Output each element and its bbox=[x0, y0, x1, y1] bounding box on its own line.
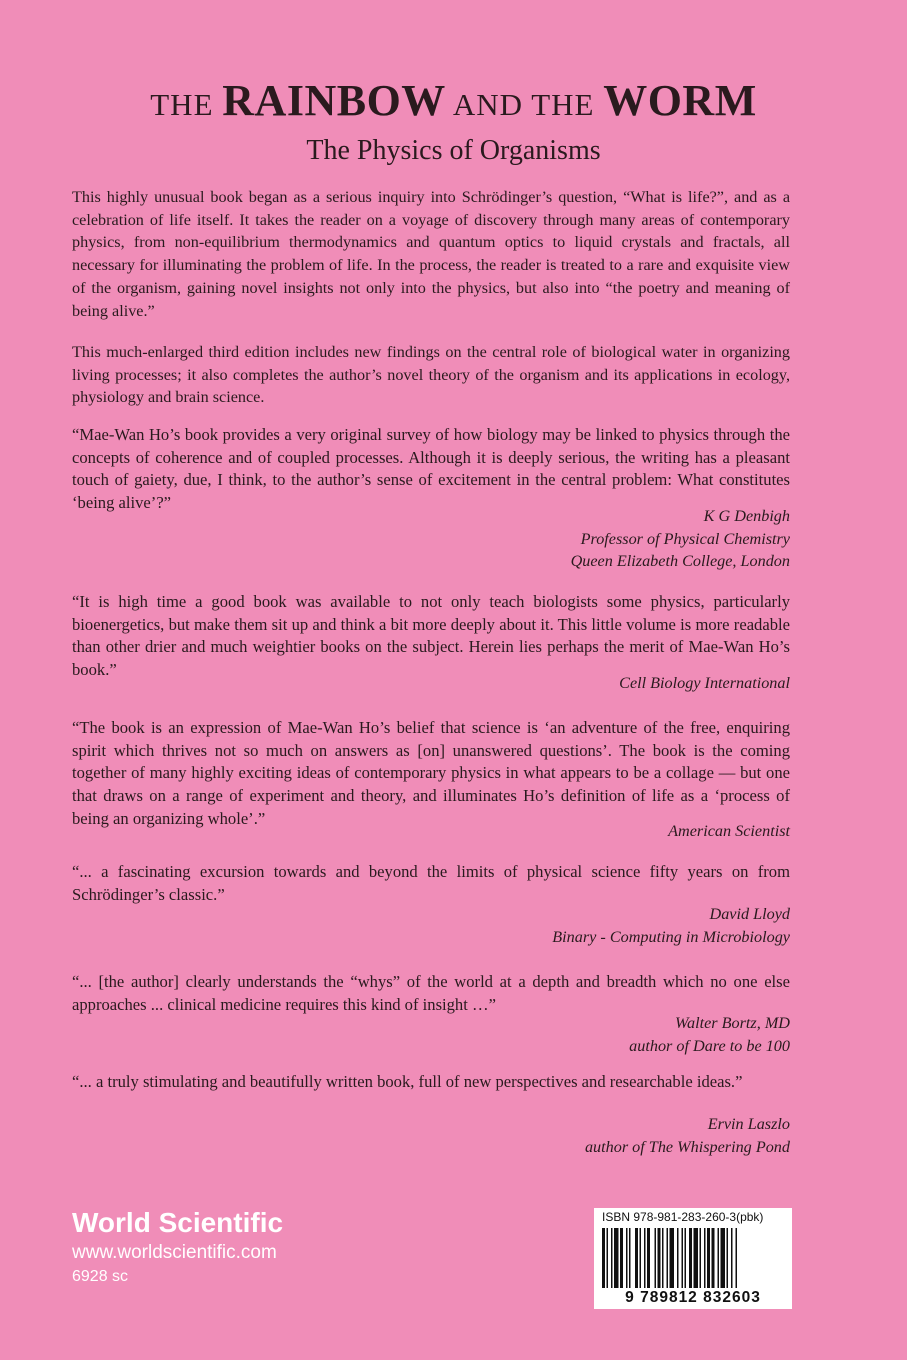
product-code: 6928 sc bbox=[72, 1268, 129, 1285]
title-word-rainbow: RAINBOW bbox=[222, 76, 446, 125]
isbn-barcode bbox=[594, 1208, 792, 1309]
barcode-bar bbox=[647, 1228, 650, 1288]
book-subtitle: The Physics of Organisms bbox=[306, 135, 601, 166]
review-attribution-3 bbox=[290, 820, 790, 843]
barcode-bar bbox=[629, 1228, 631, 1288]
barcode-bar bbox=[707, 1228, 710, 1288]
reviewer-name: David Lloyd bbox=[709, 905, 790, 923]
barcode-bar bbox=[689, 1228, 692, 1288]
title-word-worm: WORM bbox=[603, 76, 757, 125]
reviewer-name: Ervin Laszlo bbox=[707, 1115, 790, 1133]
barcode-bar bbox=[685, 1228, 687, 1288]
review-quote-4: “... a fascinating excursion towards and beyond the limits of physical science fifty years on from Schrödinger’s classic.” bbox=[72, 862, 790, 904]
barcode-bar bbox=[644, 1228, 646, 1288]
reviewer-name: Cell Biology International bbox=[619, 674, 790, 692]
barcode-bar bbox=[704, 1228, 706, 1288]
review-quote-1: “Mae-Wan Ho’s book provides a very original survey of how biology may be linked to physics through the concepts of coherence and of coupled processes. Although it is deeply serious, the writing has a pleasant touch of gaiety, due, I think, to the author’s sense of excitement in the central problem: What constitutes ‘being alive’?” bbox=[72, 425, 790, 513]
barcode-bar bbox=[694, 1228, 699, 1288]
title-word-the: THE bbox=[150, 87, 223, 122]
description-paragraph-1: This highly unusual book began as a serious inquiry into Schrödinger’s question, “What is life?”, and as a celebration of life itself. It takes the reader on a voyage of discovery through many areas of contemporary physics, from non-equilibrium thermodynamics and quantum optics to liquid crystals and fractals, all necessary for illuminating the problem of life. In the process, the reader is treated to a rare and exquisite view of the organism, gaining novel insights not only into the physics, but also into “the poetry and meaning of being alive.” bbox=[72, 188, 790, 320]
barcode-bar bbox=[677, 1228, 679, 1288]
barcode-bar bbox=[667, 1228, 669, 1288]
reviewer-affiliation: Binary - Computing in Microbiology bbox=[552, 927, 790, 946]
barcode-bars bbox=[600, 1228, 786, 1288]
reviewer-affiliation: author of Dare to be 100 bbox=[629, 1036, 790, 1055]
review-attribution-2 bbox=[290, 672, 790, 695]
book-title bbox=[0, 76, 907, 136]
barcode-bar bbox=[662, 1228, 664, 1288]
barcode-bar bbox=[731, 1228, 733, 1288]
review-attribution-6 bbox=[290, 1113, 790, 1158]
review-quote-2: “It is high time a good book was available to not only teach biologists some physics, particularly bioenergetics, but make them sit up and think a bit more deeply about it. This little volume is more readable than other drier and much weightier books on the subject. Herein lies perhaps the merit of Mae-Wan Ho’s book.” bbox=[72, 592, 790, 680]
barcode-bar bbox=[727, 1228, 729, 1288]
reviewer-name: Walter Bortz, MD bbox=[675, 1014, 790, 1032]
title-words-and-the: AND THE bbox=[445, 87, 604, 122]
reviewer-affiliation: Queen Elizabeth College, London bbox=[570, 552, 790, 571]
publisher-url: www.worldscientific.com bbox=[72, 1242, 277, 1263]
barcode-bar bbox=[712, 1228, 715, 1288]
isbn-label: ISBN 978-981-283-260-3(pbk) bbox=[602, 1210, 764, 1224]
barcode-bar bbox=[620, 1228, 623, 1288]
reviewer-name: K G Denbigh bbox=[703, 507, 790, 525]
barcode-bar bbox=[614, 1228, 619, 1288]
review-attribution-5 bbox=[290, 1012, 790, 1057]
review-quote-5: “... [the author] clearly understands the “whys” of the world at a depth and breadth which no one else approaches ... clinical medicine requires this kind of insight …” bbox=[72, 972, 790, 1014]
barcode-bar bbox=[607, 1228, 609, 1288]
barcode-number: 9 789812 832603 bbox=[625, 1289, 761, 1306]
barcode-bar bbox=[602, 1228, 605, 1288]
barcode-bar bbox=[635, 1228, 638, 1288]
barcode-bar bbox=[611, 1228, 613, 1288]
reviewer-name: American Scientist bbox=[668, 822, 790, 840]
reviewer-affiliation: author of The Whispering Pond bbox=[584, 1137, 790, 1156]
barcode-bar bbox=[658, 1228, 661, 1288]
barcode-bar bbox=[721, 1228, 726, 1288]
publisher-block bbox=[72, 1206, 283, 1288]
barcode-bar bbox=[655, 1228, 657, 1288]
barcode-bar bbox=[700, 1228, 702, 1288]
review-attribution-1 bbox=[290, 505, 790, 573]
barcode-bar bbox=[736, 1228, 738, 1288]
review-quote-6: “... a truly stimulating and beautifully written book, full of new perspectives and researchable ideas.” bbox=[72, 1072, 743, 1091]
barcode-bar bbox=[682, 1228, 684, 1288]
review-quote-3: “The book is an expression of Mae-Wan Ho’s belief that science is ‘an adventure of the free, enquiring spirit which thrives not so much on answers as [on] unanswered questions’. The book is the coming together of many highly exciting ideas of contemporary physics in what appears to be a collage — but one that draws on a range of experiment and theory, and illuminates Ho’s definition of life as a ‘process of being an organizing whole’.” bbox=[72, 718, 790, 828]
barcode-bar bbox=[640, 1228, 642, 1288]
reviewer-title: Professor of Physical Chemistry bbox=[580, 529, 790, 548]
barcode-bar bbox=[670, 1228, 675, 1288]
barcode-bar bbox=[718, 1228, 720, 1288]
description-paragraph-2: This much-enlarged third edition includes new findings on the central role of biological water in organizing living processes; it also completes the author’s novel theory of the organism and its applications in ecology, physiology and brain science. bbox=[72, 343, 790, 407]
publisher-name: World Scientific bbox=[72, 1207, 284, 1238]
review-attribution-4 bbox=[290, 903, 790, 948]
barcode-bar bbox=[626, 1228, 628, 1288]
